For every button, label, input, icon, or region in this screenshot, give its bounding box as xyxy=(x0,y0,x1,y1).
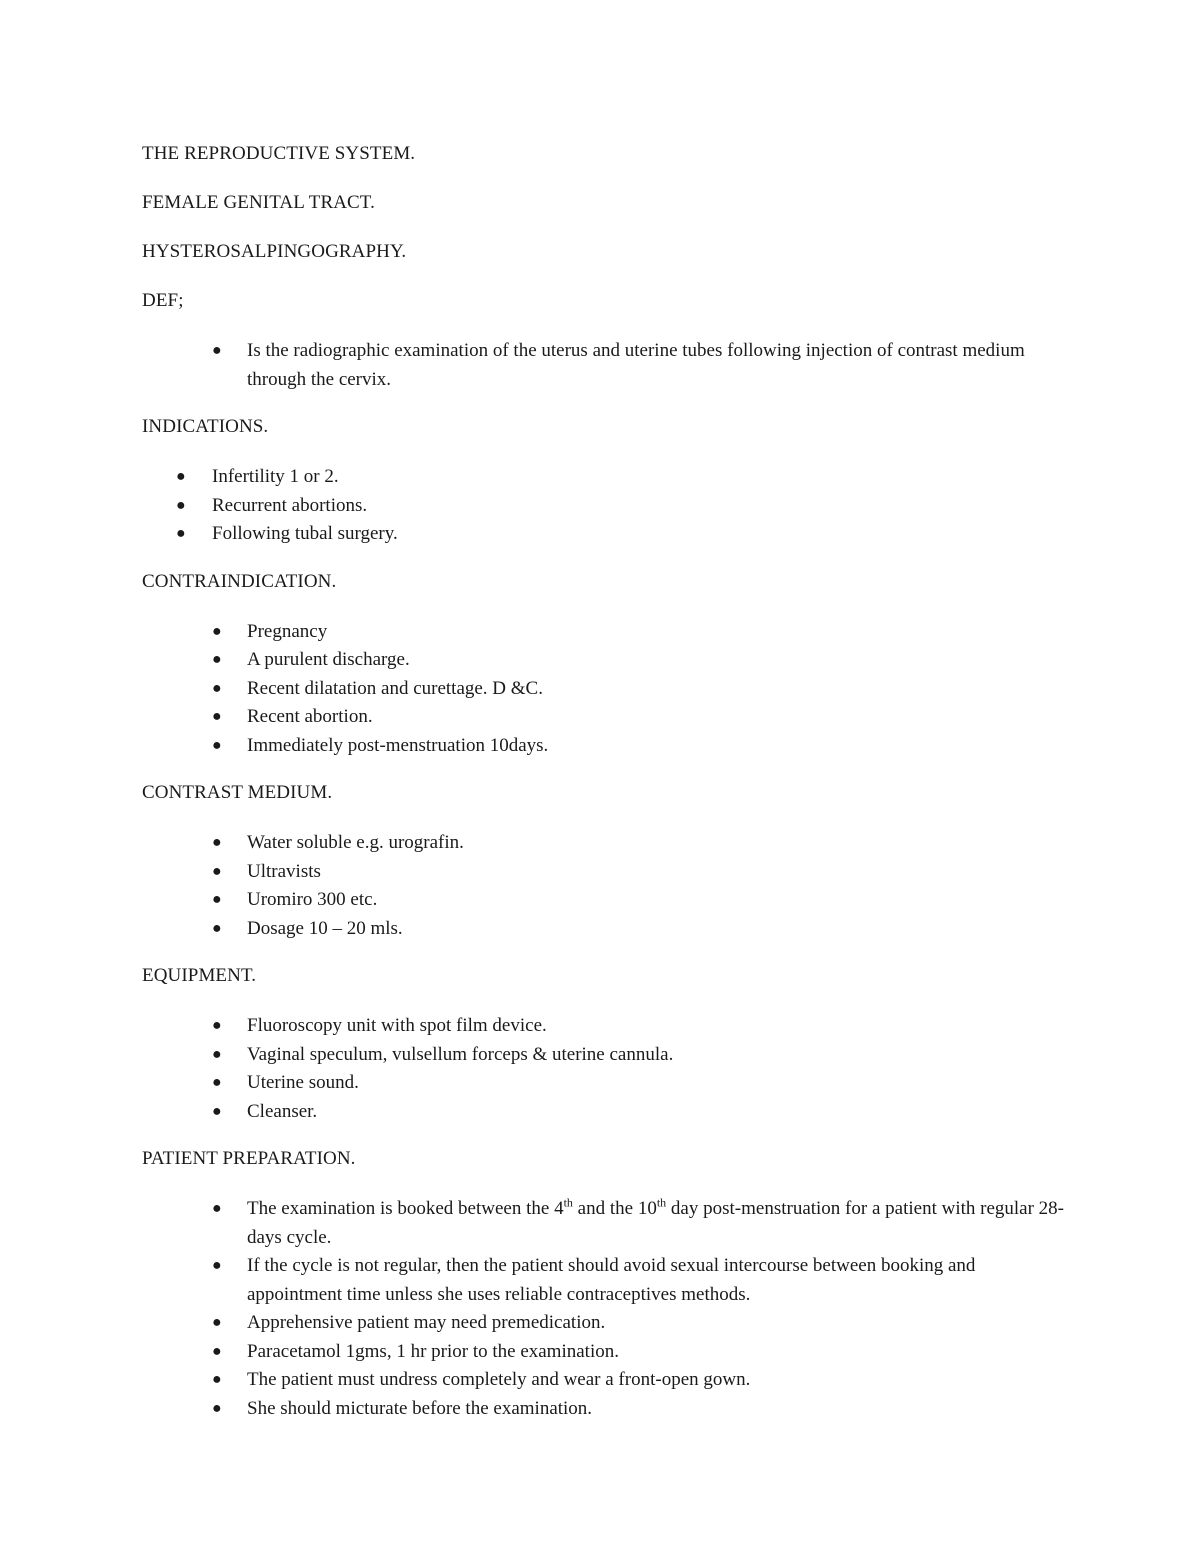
list-item: ● Uromiro 300 etc. xyxy=(142,886,1072,915)
list-item: ● The examination is booked between the 4th and the 10th day post-menstruation for a patient with regular 28-days cycle. xyxy=(212,1195,1065,1248)
bullet-icon: ● xyxy=(212,1200,222,1217)
bullet-icon: ● xyxy=(212,651,222,668)
bullet-icon: ● xyxy=(212,708,222,725)
list-item: ● Ultravists xyxy=(142,858,1072,887)
contraindication-list xyxy=(142,618,1072,761)
document-page xyxy=(142,141,1072,1443)
bullet-icon: ● xyxy=(212,1371,222,1388)
bullet-icon: ● xyxy=(212,891,222,908)
bullet-icon: ● xyxy=(212,1102,222,1120)
document-title: THE REPRODUCTIVE SYSTEM. xyxy=(142,143,416,164)
bullet-icon: ● xyxy=(176,468,186,485)
preparation-heading: PATIENT PREPARATION. xyxy=(142,1148,356,1169)
list-item: ● Immediately post-menstruation 10days. xyxy=(142,732,1072,761)
list-item: ● Pregnancy xyxy=(142,618,1072,647)
bullet-icon: ● xyxy=(212,1074,222,1091)
bullet-icon: ● xyxy=(212,679,222,697)
list-item: ● Dosage 10 – 20 mls. xyxy=(142,915,1072,944)
bullet-icon: ● xyxy=(176,525,186,542)
list-item: ● Is the radiographic examination of the uterus and uterine tubes following injection of contrast medium through the cervix. xyxy=(142,337,1072,394)
bullet-icon: ● xyxy=(212,862,222,880)
bullet-icon: ● xyxy=(212,1314,222,1331)
indications-list xyxy=(142,463,1072,549)
bullet-icon: ● xyxy=(212,1017,222,1034)
def-heading: DEF; xyxy=(142,290,184,311)
list-item: ● Vaginal speculum, vulsellum forceps & uterine cannula. xyxy=(142,1041,1072,1070)
bullet-icon: ● xyxy=(212,834,222,851)
list-item: ● Infertility 1 or 2. xyxy=(142,463,1072,492)
contrast-list xyxy=(142,829,1072,943)
list-item: ● Paracetamol 1gms, 1 hr prior to the examination. xyxy=(142,1338,1072,1367)
procedure-title: HYSTEROSALPINGOGRAPHY. xyxy=(142,241,407,262)
list-item: ● Following tubal surgery. xyxy=(142,520,1072,549)
list-item: ● Recurrent abortions. xyxy=(142,492,1072,521)
equipment-heading: EQUIPMENT. xyxy=(142,965,257,986)
list-item: ● Apprehensive patient may need premedication. xyxy=(142,1309,1072,1338)
list-item: ● The patient must undress completely and wear a front-open gown. xyxy=(142,1366,1072,1395)
list-item: ● Water soluble e.g. urografin. xyxy=(142,829,1072,858)
bullet-icon: ● xyxy=(176,496,186,514)
contrast-heading: CONTRAST MEDIUM. xyxy=(142,782,333,803)
section-subtitle: FEMALE GENITAL TRACT. xyxy=(142,192,375,213)
bullet-icon: ● xyxy=(212,919,222,937)
list-item: ● If the cycle is not regular, then the patient should avoid sexual intercourse between booking and appointment time unless she uses reliable contraceptives methods. xyxy=(142,1252,1072,1309)
list-item: ● Recent dilatation and curettage. D &C. xyxy=(142,675,1072,704)
bullet-icon: ● xyxy=(212,736,222,754)
list-item: ● Recent abortion. xyxy=(142,703,1072,732)
list-item: ● Uterine sound. xyxy=(142,1069,1072,1098)
bullet-icon: ● xyxy=(212,1257,222,1274)
list-item: ● A purulent discharge. xyxy=(142,646,1072,675)
preparation-list xyxy=(142,1195,1072,1423)
def-list xyxy=(142,337,1072,394)
list-item: ● Cleanser. xyxy=(142,1098,1072,1127)
equipment-list xyxy=(142,1012,1072,1126)
contraindication-heading: CONTRAINDICATION. xyxy=(142,570,337,592)
indications-heading: INDICATIONS. xyxy=(142,416,269,437)
bullet-icon: ● xyxy=(212,1342,222,1360)
list-item: ● She should micturate before the examination. xyxy=(142,1395,1072,1424)
bullet-icon: ● xyxy=(212,1399,222,1417)
bullet-icon: ● xyxy=(212,342,222,359)
bullet-icon: ● xyxy=(212,1045,222,1063)
bullet-icon: ● xyxy=(212,622,222,640)
list-item: ● Fluoroscopy unit with spot film device. xyxy=(142,1012,1072,1041)
